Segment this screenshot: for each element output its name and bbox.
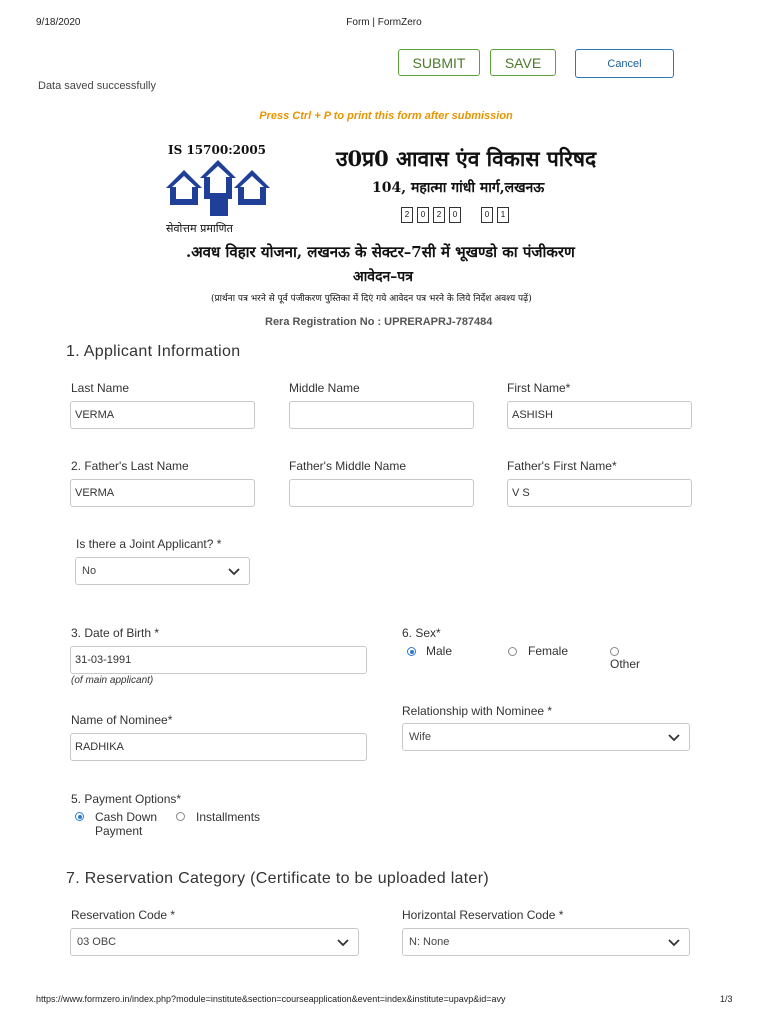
chevron-down-icon xyxy=(667,935,681,949)
cancel-button[interactable]: Cancel xyxy=(575,49,674,78)
chevron-down-icon xyxy=(667,730,681,744)
joint-applicant-select[interactable] xyxy=(75,557,250,585)
horizontal-code-select[interactable] xyxy=(402,928,690,956)
horizontal-code-label: Horizontal Reservation Code * xyxy=(402,908,564,922)
first-name-input[interactable] xyxy=(507,401,692,429)
scheme-title: .अवध विहार योजना, लखनऊ के सेक्टर–7सी में भूखण्डो का पंजीकरण xyxy=(186,243,575,261)
sex-male-label: Male xyxy=(426,644,453,658)
father-middle-name-input[interactable] xyxy=(289,479,474,507)
org-name: उ0प्र0 आवास एंव विकास परिषद xyxy=(336,146,597,171)
father-last-name-label: 2. Father's Last Name xyxy=(71,459,189,473)
dob-label: 3. Date of Birth * xyxy=(71,626,160,640)
nominee-input[interactable] xyxy=(70,733,367,761)
reservation-code-select[interactable] xyxy=(70,928,359,956)
number-digit-box: 0 xyxy=(481,207,493,223)
org-address: 104, महात्मा गांधी मार्ग,लखनऊ xyxy=(372,180,545,196)
payment-installments-label: Installments xyxy=(196,810,261,824)
print-title: Form | FormZero xyxy=(346,17,422,28)
payment-cash-radio[interactable] xyxy=(75,812,84,821)
joint-applicant-value: No xyxy=(82,565,97,577)
dob-note: (of main applicant) xyxy=(71,675,154,686)
sex-other-radio[interactable] xyxy=(610,647,619,656)
year-digit-box: 2 xyxy=(433,207,445,223)
print-url: https://www.formzero.in/index.php?module=institute&section=courseapplication&event=index&institute=upavp&id=avy xyxy=(36,994,506,1004)
payment-cash-label-line: Cash Down xyxy=(95,810,158,824)
dob-input[interactable] xyxy=(70,646,367,674)
payment-installments-radio[interactable] xyxy=(176,812,185,821)
save-button[interactable]: SAVE xyxy=(490,49,556,76)
sex-other-label: Other xyxy=(610,657,641,671)
section-applicant-info-title: 1. Applicant Information xyxy=(66,343,241,360)
payment-options-label: 5. Payment Options* xyxy=(71,792,182,806)
sex-female-label: Female xyxy=(528,644,569,658)
sex-female-radio[interactable] xyxy=(508,647,517,656)
relationship-select[interactable] xyxy=(402,723,690,751)
joint-applicant-label: Is there a Joint Applicant? * xyxy=(76,537,222,551)
payment-cash-label xyxy=(95,810,157,838)
submit-button[interactable]: SUBMIT xyxy=(398,49,480,76)
father-first-name-label: Father's First Name* xyxy=(507,459,617,473)
middle-name-input[interactable] xyxy=(289,401,474,429)
logo-caption: सेवोत्तम प्रमाणित xyxy=(166,222,233,235)
relationship-value: Wife xyxy=(409,731,431,743)
year-digit-box: 2 xyxy=(401,207,413,223)
father-first-name-input[interactable] xyxy=(507,479,692,507)
sex-male-radio[interactable] xyxy=(407,647,416,656)
middle-name-label: Middle Name xyxy=(289,381,360,395)
sex-label: 6. Sex* xyxy=(402,626,441,640)
first-name-label: First Name* xyxy=(507,381,571,395)
form-title: आवेदन–पत्र xyxy=(353,269,413,285)
chevron-down-icon xyxy=(227,564,241,578)
section-reservation-title: 7. Reservation Category (Certificate to be uploaded later) xyxy=(66,870,489,887)
relationship-label: Relationship with Nominee * xyxy=(402,704,553,718)
reservation-code-label: Reservation Code * xyxy=(71,908,176,922)
print-page-number: 1/3 xyxy=(720,994,733,1004)
year-digit-box: 0 xyxy=(417,207,429,223)
instruction-text: (प्रार्थना पत्र भरने से पूर्व पंजीकरण पुस्तिका में दिएं गये आवेदन पत्र भरने के लिये निर्देश अवश्य पढ़ें) xyxy=(211,294,532,304)
print-hint: Press Ctrl + P to print this form after submission xyxy=(259,110,513,122)
year-digit-box: 0 xyxy=(449,207,461,223)
father-last-name-input[interactable] xyxy=(70,479,255,507)
last-name-input[interactable] xyxy=(70,401,255,429)
reservation-code-value: 03 OBC xyxy=(77,936,117,948)
is-code: IS 15700:2005 xyxy=(168,143,267,157)
rera-number: Rera Registration No : UPRERAPRJ-787484 xyxy=(265,316,493,328)
father-middle-name-label: Father's Middle Name xyxy=(289,459,406,473)
payment-cash-label-line: Payment xyxy=(95,824,143,838)
last-name-label: Last Name xyxy=(71,381,130,395)
chevron-down-icon xyxy=(336,935,350,949)
number-digit-box: 1 xyxy=(497,207,509,223)
print-date: 9/18/2020 xyxy=(36,17,81,28)
house-emblem-logo xyxy=(164,160,274,220)
horizontal-code-value: N: None xyxy=(409,936,450,948)
status-message: Data saved successfully xyxy=(38,80,156,92)
nominee-label: Name of Nominee* xyxy=(71,713,173,727)
